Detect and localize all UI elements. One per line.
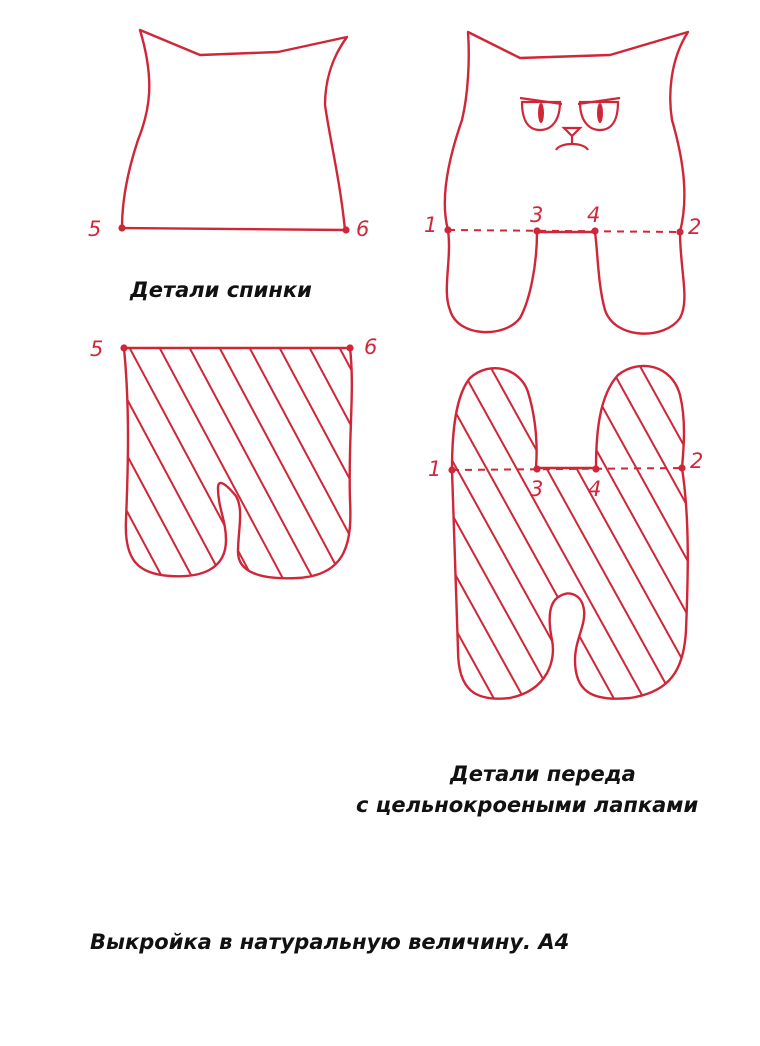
front-head-outline — [445, 32, 688, 334]
front-paws-point-1-marker — [448, 466, 455, 473]
front-point-2-label: 2 — [688, 215, 702, 239]
back-point-6-marker — [342, 226, 349, 233]
back-point-5-label: 5 — [88, 217, 102, 241]
front-point-1-marker — [444, 226, 451, 233]
back-upper-piece — [88, 30, 369, 241]
back-legs-point-5-marker — [120, 344, 127, 351]
caption-front-details-line2: с цельнокроеными лапками — [356, 793, 699, 817]
front-point-4-label: 4 — [587, 203, 601, 227]
back-point-6-label: 6 — [356, 217, 370, 241]
front-point-4-marker — [591, 227, 598, 234]
cat-mouth — [556, 136, 588, 150]
caption-front-details-line1: Детали переда — [450, 762, 636, 786]
front-paws-point-3-marker — [533, 465, 540, 472]
cat-left-pupil — [538, 103, 544, 123]
front-point-3-marker — [533, 227, 540, 234]
back-upper-outline — [122, 30, 347, 230]
front-paws-point-2-marker — [678, 464, 685, 471]
front-point-3-label: 3 — [530, 203, 544, 227]
front-paws-point-1-label: 1 — [428, 457, 442, 481]
caption-full-size-note: Выкройка в натуральную величину. А4 — [90, 930, 570, 954]
front-point-2-marker — [676, 228, 683, 235]
front-paws-point-3-label: 3 — [530, 477, 544, 501]
front-point-1-label: 1 — [424, 213, 438, 237]
front-paws-point-2-label: 2 — [690, 449, 704, 473]
cat-face — [520, 98, 620, 150]
back-legs-point-6-marker — [346, 344, 353, 351]
front-paws-point-4-label: 4 — [588, 477, 602, 501]
back-legs-point-6-label: 6 — [364, 335, 378, 359]
cat-nose — [564, 128, 580, 136]
back-point-5-marker — [118, 224, 125, 231]
front-head-piece — [424, 32, 701, 334]
caption-back-details: Детали спинки — [130, 278, 312, 302]
front-paws-point-4-marker — [592, 465, 599, 472]
front-paws-piece — [230, 330, 760, 800]
back-legs-point-5-label: 5 — [90, 337, 104, 361]
cat-right-pupil — [597, 103, 603, 123]
